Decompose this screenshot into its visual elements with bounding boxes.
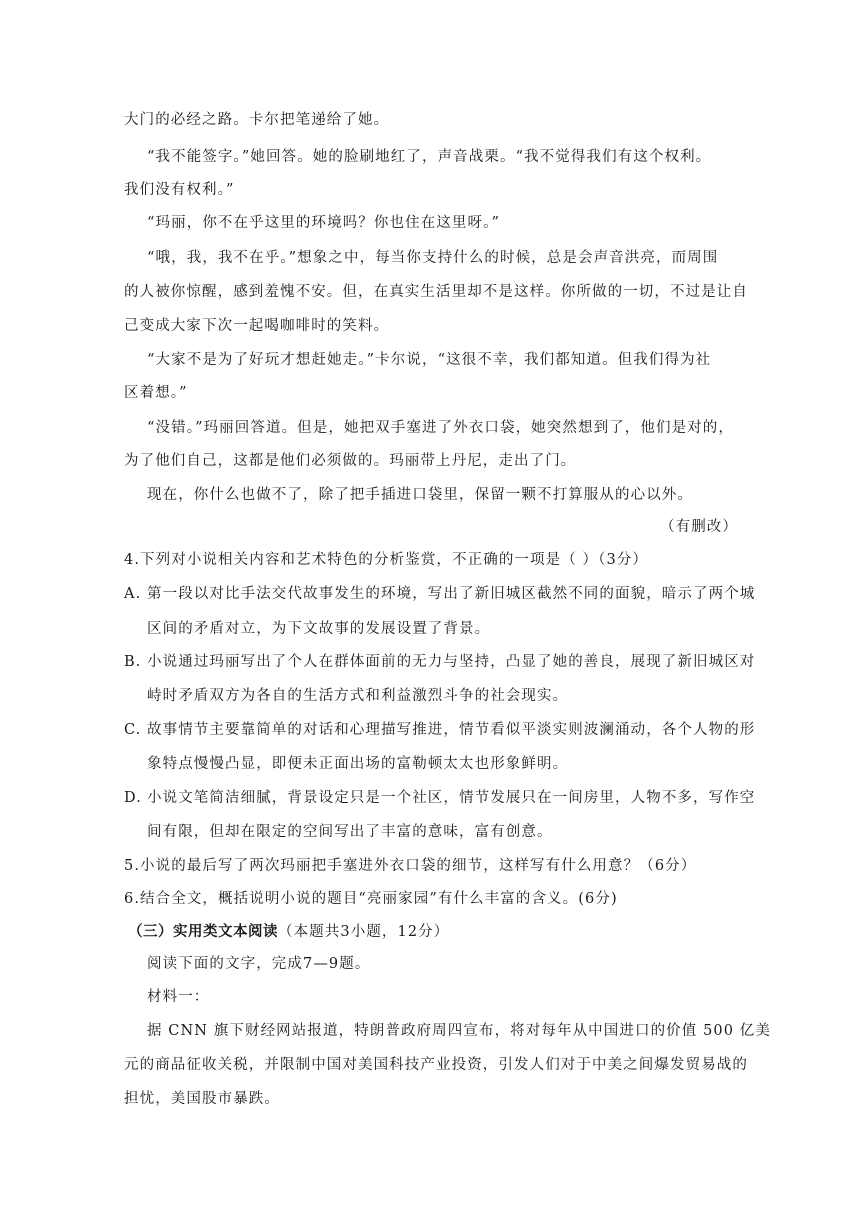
option-d-text: 小说文笔简洁细腻，背景设定只是一个社区，情节发展只在一间房里，人物不多，写作空 xyxy=(147,790,756,806)
material-line: 元的商品征收关税，并限制中国对美国科技产业投资，引发人们对于中美之间爆发贸易战的 xyxy=(124,1057,748,1073)
option-c-text: 故事情节主要靠简单的对话和心理描写推进，情节看似平淡实则波澜涌动，各个人物的形 xyxy=(147,722,756,738)
story-line: “没错。”玛丽回答道。但是，她把双手塞进了外衣口袋，她突然想到了，他们是对的， xyxy=(147,420,734,436)
abridged-note: （有删改） xyxy=(660,519,738,535)
section-subtitle: （本题共3小题，12分） xyxy=(278,924,450,940)
option-b-text: 小说通过玛丽写出了个人在群体面前的无力与坚持，凸显了她的善良，展现了新旧城区对 xyxy=(147,654,756,670)
material-label: 材料一： xyxy=(147,989,210,1005)
story-line: 区着想。” xyxy=(124,385,188,401)
story-line: 为了他们自己，这都是他们必须做的。玛丽带上丹尼，走出了门。 xyxy=(124,453,577,469)
option-b-text: 峙时矛盾双方为各自的生活方式和利益激烈斗争的社会现实。 xyxy=(147,688,569,704)
story-line: “我不能签字。”她回答。她的脸刷地红了，声音战栗。“我不觉得我们有这个权利。 xyxy=(147,149,712,165)
option-c-label: C. xyxy=(124,722,142,738)
story-line: 的人被你惊醒，感到羞愧不安。但，在真实生活里却不是这样。你所做的一切，不过是让自 xyxy=(124,284,748,300)
story-line: 我们没有权利。” xyxy=(124,182,235,198)
section-title: （三）实用类文本阅读 xyxy=(128,924,278,940)
material-line: 据 CNN 旗下财经网站报道，特朗普政府周四宣布，将对每年从中国进口的价值 500 亿美 xyxy=(147,1023,771,1039)
question-6: 6.结合全文，概括说明小说的题目“亮丽家园”有什么丰富的含义。(6分) xyxy=(124,891,618,907)
option-d-label: D. xyxy=(124,790,142,806)
reading-instruction: 阅读下面的文字，完成7—9题。 xyxy=(147,956,371,972)
question-5: 5.小说的最后写了两次玛丽把手塞进外衣口袋的细节，这样写有什么用意？（6分） xyxy=(124,858,697,874)
option-c-text: 象特点慢慢凸显，即便未正面出场的富勒顿太太也形象鲜明。 xyxy=(147,756,569,772)
option-a-text: 第一段以对比手法交代故事发生的环境，写出了新旧城区截然不同的面貌，暗示了两个城 xyxy=(147,586,756,602)
story-line: 现在，你什么也做不了，除了把手插进口袋里，保留一颗不打算服从的心以外。 xyxy=(147,487,693,503)
option-b-label: B. xyxy=(124,654,142,670)
story-line: 大门的必经之路。卡尔把笔递给了她。 xyxy=(124,112,390,128)
question-4-stem: 4.下列对小说相关内容和艺术特色的分析鉴赏，不正确的一项是（ ）（3分） xyxy=(124,552,649,568)
section-heading xyxy=(128,922,449,942)
option-a-label: A. xyxy=(124,586,142,602)
option-d-text: 间有限，但却在限定的空间写出了丰富的意味，富有创意。 xyxy=(147,824,553,840)
material-line: 担忧，美国股市暴跌。 xyxy=(124,1091,280,1107)
option-a-text: 区间的矛盾对立，为下文故事的发展设置了背景。 xyxy=(147,621,491,637)
story-line: “大家不是为了好玩才想赶她走。”卡尔说，“这很不幸，我们都知道。但我们得为社 xyxy=(147,352,712,368)
story-line: 己变成大家下次一起喝咖啡时的笑料。 xyxy=(124,318,390,334)
story-line: “玛丽，你不在乎这里的环境吗？你也住在这里呀。” xyxy=(147,215,500,231)
story-line: “哦，我，我不在乎。”想象之中，每当你支持什么的时候，总是会声音洪亮，而周围 xyxy=(147,250,719,266)
